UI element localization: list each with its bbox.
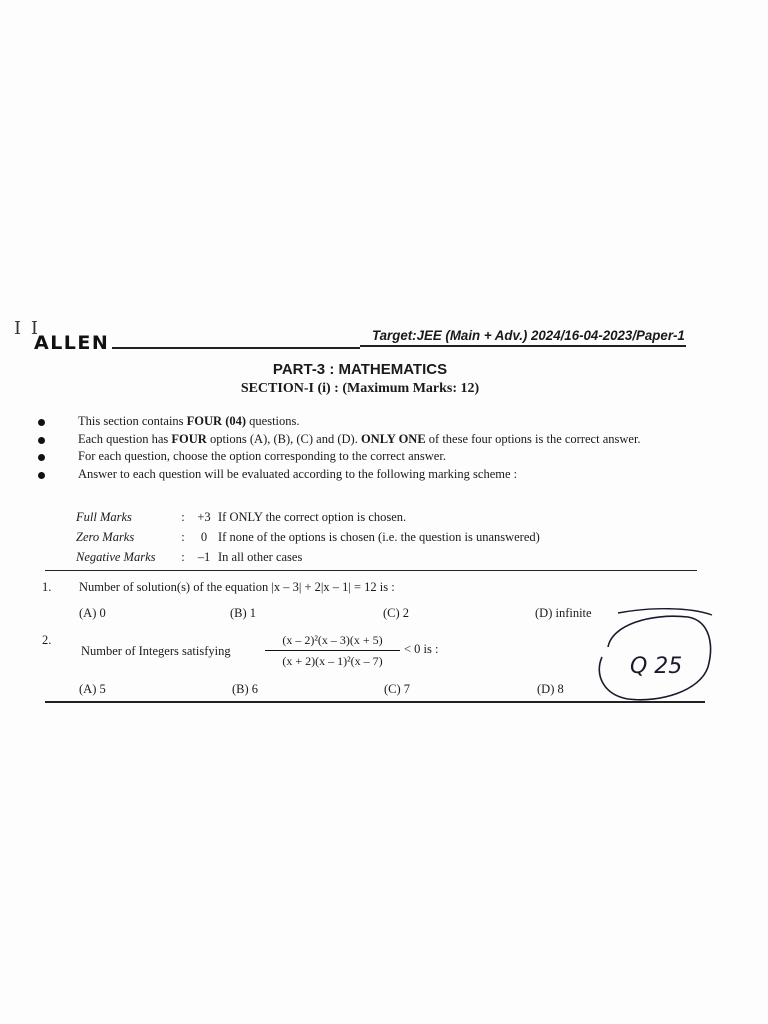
section-divider — [45, 570, 697, 571]
marking-colon: : — [181, 529, 185, 544]
bullet-dot-icon — [38, 419, 45, 426]
question-2-fraction — [265, 632, 400, 669]
instruction-bold: ONLY ONE — [360, 431, 426, 446]
handwritten-annotation — [590, 605, 720, 705]
bullet-dot-icon — [38, 454, 45, 461]
part-title: PART-3 : MATHEMATICS — [272, 361, 448, 378]
bullet-dot-icon — [38, 472, 45, 479]
marking-desc: In all other cases — [218, 549, 303, 564]
allen-logo: ALLEN — [34, 332, 110, 354]
instructions-list — [38, 413, 688, 483]
marking-desc: If ONLY the correct option is chosen. — [218, 509, 407, 524]
instruction-bold: FOUR (04) — [186, 414, 247, 428]
header-rule-left — [112, 347, 360, 349]
marking-value: –1 — [197, 549, 211, 564]
instruction-item — [38, 413, 688, 430]
instruction-item — [38, 448, 688, 465]
instruction-bold: FOUR — [171, 431, 207, 446]
instruction-text: of these four options is the correct answer. — [425, 431, 641, 446]
marking-row-full — [76, 507, 618, 527]
question-1-option-d: (D) infinite — [535, 606, 592, 620]
question-1-number: 1. — [42, 580, 52, 594]
instruction-text: For each question, choose the option corresponding to the correct answer. — [78, 449, 446, 463]
bullet-dot-icon — [38, 437, 45, 444]
question-2-option-d: (D) 8 — [537, 682, 564, 696]
instruction-item — [38, 466, 688, 483]
question-2-number: 2. — [42, 633, 52, 647]
marking-label: Zero Marks — [76, 529, 135, 544]
header-rule-right — [360, 345, 686, 347]
marking-desc: If none of the options is chosen (i.e. the question is unanswered) — [218, 529, 540, 544]
question-2-option-b: (B) 6 — [232, 682, 259, 696]
instruction-text: This section contains — [78, 414, 187, 428]
marking-value: 0 — [200, 529, 208, 544]
question-1-option-b: (B) 1 — [230, 606, 257, 620]
instruction-item — [38, 431, 688, 448]
instruction-text: Each question has — [78, 431, 172, 446]
question-1-option-a: (A) 0 — [79, 606, 106, 620]
annotation-stroke — [618, 609, 712, 615]
instruction-text: options (A), (B), (C) and (D). — [206, 431, 361, 446]
fraction-bar — [265, 650, 400, 651]
fraction-numerator: (x – 2)²(x – 3)(x + 5) — [282, 633, 383, 647]
marking-scheme — [76, 507, 618, 567]
question-1-text: Number of solution(s) of the equation |x – 3| + 2|x – 1| = 12 is : — [79, 580, 395, 594]
marking-colon: : — [181, 549, 185, 564]
question-2-text: Number of Integers satisfying — [81, 644, 231, 658]
marking-colon: : — [181, 509, 185, 524]
question-2-option-a: (A) 5 — [79, 682, 106, 696]
annotation-text: Q 25 — [630, 654, 683, 679]
instruction-text: Answer to each question will be evaluated according to the following marking scheme : — [78, 466, 518, 481]
question-2-inequality-tail: < 0 is : — [404, 642, 439, 656]
marking-label: Full Marks — [76, 509, 132, 524]
margin-tick-marks: I I — [14, 318, 40, 339]
marking-row-zero — [76, 527, 618, 547]
question-2-option-c: (C) 7 — [384, 682, 411, 696]
marking-value: +3 — [197, 509, 211, 524]
section-title: SECTION-I (i) : (Maximum Marks: 12) — [240, 381, 480, 396]
instruction-text: questions. — [246, 414, 300, 428]
fraction-denominator: (x + 2)(x – 1)²(x – 7) — [282, 654, 383, 668]
question-1-option-c: (C) 2 — [383, 606, 410, 620]
marking-row-negative — [76, 547, 618, 567]
marking-label: Negative Marks — [76, 549, 156, 564]
target-header-text: Target:JEE (Main + Adv.) 2024/16-04-2023/Paper-1 — [372, 327, 685, 343]
